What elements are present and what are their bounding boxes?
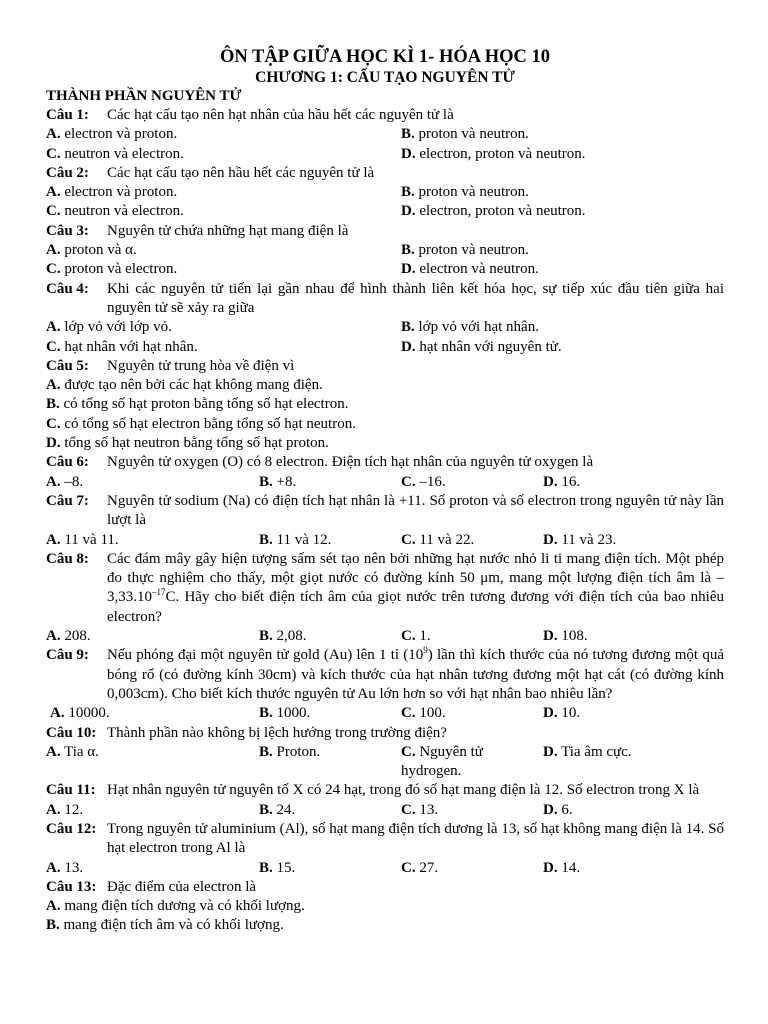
option-a: A. –8. — [46, 473, 84, 490]
question-6 — [46, 453, 724, 492]
option-a: A. electron và proton. — [46, 126, 178, 143]
option-c: C. hạt nhân với hạt nhân. — [46, 338, 198, 355]
question-5 — [46, 357, 724, 453]
exponent: –17 — [152, 587, 166, 598]
question-text: Hạt nhân nguyên tử nguyên tố X có 24 hạt, trong đó số hạt mang điện là 12. Số electron trong X là — [107, 782, 700, 799]
option-a: A. 13. — [46, 859, 84, 876]
option-b: B. 1000. — [259, 705, 311, 722]
chapter-subtitle: CHƯƠNG 1: CẤU TẠO NGUYÊN TỬ — [255, 69, 515, 86]
option-b: B. +8. — [259, 473, 297, 490]
option-c: C. 13. — [401, 801, 439, 818]
option-b: B. proton và neutron. — [401, 242, 529, 259]
option-d: D. 11 và 23. — [543, 531, 617, 548]
question-text: Nguyên tử chứa những hạt mang điện là — [107, 222, 349, 239]
option-b: B. 2,08. — [259, 628, 307, 645]
option-d: D. electron, proton và neutron. — [401, 203, 586, 220]
option-c: C. có tổng số hạt electron bằng tổng số hạt neutron. — [46, 415, 356, 432]
option-c: C. neutron và electron. — [46, 145, 184, 162]
option-d: D. tổng số hạt neutron bằng tổng số hạt proton. — [46, 435, 329, 452]
question-text: Các hạt cấu tạo nên hạt nhân của hầu hết các nguyên tử là — [107, 107, 454, 123]
question-4 — [46, 280, 724, 357]
option-c: C. 27. — [401, 859, 439, 876]
question-8 — [46, 550, 724, 646]
question-2 — [46, 164, 724, 222]
option-a: A. 10000. — [50, 705, 110, 722]
option-a: A. 208. — [46, 628, 91, 645]
question-text: Đặc điểm của electron là — [107, 878, 257, 895]
option-a: A. proton và α. — [46, 242, 137, 259]
option-a: A. mang điện tích dương và có khối lượng. — [46, 898, 305, 915]
option-d: D. 16. — [543, 473, 581, 490]
question-label: Câu 9: — [46, 647, 89, 664]
option-c: C. 1. — [401, 628, 431, 645]
option-b: B. Proton. — [259, 743, 321, 760]
option-d: D. 10. — [543, 705, 581, 722]
question-12 — [46, 820, 724, 878]
question-label: Câu 6: — [46, 454, 89, 471]
question-text: Các đám mây gây hiện tượng sấm sét tạo nên bởi những hạt nước nhỏ li ti mang điện tích. Một phép đo thực nghiệm cho thấy, một giọt nước có đường kính 50 μm, mang một lượng điện tích âm là $-3,33.10^{-17}C$. Hãy cho biết điện tích âm của giọt nước trên tương đương với điện tích của bao nhiêu electron? — [107, 550, 724, 625]
option-c: C. 100. — [401, 705, 446, 722]
option-d: D. 14. — [543, 859, 581, 876]
option-d: D. 6. — [543, 801, 573, 818]
option-a: A. 11 và 11. — [46, 531, 119, 548]
option-c: C. neutron và electron. — [46, 203, 184, 220]
option-d: D. hạt nhân với nguyên tử. — [401, 338, 562, 355]
question-label: Câu 8: — [46, 550, 89, 567]
option-b: B. 15. — [259, 859, 296, 876]
question-text: Nguyên tử trung hòa về điện vì — [107, 357, 295, 374]
question-9 — [46, 646, 724, 723]
question-label: Câu 5: — [46, 357, 89, 374]
question-text: Khi các nguyên tử tiến lại gần nhau để hình thành liên kết hóa học, sự tiếp xúc đầu tiên giữa hai nguyên tử sẽ xảy ra giữa — [107, 280, 724, 316]
option-a: A. được tạo nên bởi các hạt không mang điện. — [46, 377, 323, 394]
question-text: Trong nguyên tử aluminium (Al), số hạt mang điện tích dương là 13, số hạt không mang điện là 14. Số hạt electron trong Al là — [107, 820, 724, 857]
question-10 — [46, 724, 724, 782]
question-label: Câu 3: — [46, 222, 89, 239]
page-title: ÔN TẬP GIỮA HỌC KÌ 1- HÓA HỌC 10 — [220, 47, 550, 67]
question-label: Câu 10: — [46, 724, 97, 741]
option-b: B. lớp vỏ với hạt nhân. — [401, 319, 539, 336]
option-b: B. có tổng số hạt proton bằng tổng số hạt electron. — [46, 396, 349, 413]
question-text: Nguyên tử oxygen (O) có 8 electron. Điện tích hạt nhân của nguyên tử oxygen là — [107, 454, 594, 471]
question-13 — [46, 878, 724, 936]
question-label: Câu 4: — [46, 280, 89, 297]
question-11 — [46, 781, 724, 820]
question-label: Câu 11: — [46, 782, 96, 799]
question-label: Câu 7: — [46, 492, 89, 509]
section-heading: THÀNH PHẦN NGUYÊN TỬ — [46, 88, 242, 104]
option-c: C. Nguyên tử hydrogen. — [401, 743, 483, 780]
option-b: B. proton và neutron. — [401, 126, 529, 143]
document-page — [46, 46, 724, 936]
question-text: Nếu phóng đại một nguyên tử gold (Au) lên 1 tỉ $(10^9)$ lần thì kích thước của nó tương đương một quả bóng rổ (có đường kính 30cm) và kích thước của hạt nhân tương đương một hạt cát (có đường kính 0,003cm). Cho biết kích thước nguyên tử Au lớn hơn so với hạt nhân bao nhiêu lần? — [107, 645, 724, 702]
question-label: Câu 2: — [46, 164, 89, 181]
option-c: C. –16. — [401, 473, 446, 490]
question-label: Câu 12: — [46, 820, 97, 837]
option-b: B. 11 và 12. — [259, 531, 332, 548]
option-d: D. electron và neutron. — [401, 261, 539, 278]
option-a: A. 12. — [46, 801, 84, 818]
question-label: Câu 1: — [46, 107, 89, 123]
question-3 — [46, 222, 724, 280]
option-a: A. Tia α. — [46, 743, 99, 760]
question-label: Câu 13: — [46, 878, 97, 895]
question-7 — [46, 492, 724, 550]
option-a: A. lớp vỏ với lớp vỏ. — [46, 319, 172, 336]
option-d: D. Tia âm cực. — [543, 743, 632, 760]
question-text: Nguyên tử sodium (Na) có điện tích hạt nhân là +11. Số proton và số electron trong nguyên tử này lần lượt là — [107, 492, 724, 529]
option-c: C. 11 và 22. — [401, 531, 475, 548]
option-d: D. electron, proton và neutron. — [401, 145, 586, 162]
question-1 — [46, 106, 724, 164]
question-text: Các hạt cấu tạo nên hầu hết các nguyên tử là — [107, 164, 375, 181]
question-text: Thành phần nào không bị lệch hướng trong trường điện? — [107, 724, 447, 741]
option-b: B. 24. — [259, 801, 296, 818]
option-a: A. electron và proton. — [46, 184, 178, 201]
exponent: 9 — [423, 645, 428, 656]
option-b: B. proton và neutron. — [401, 184, 529, 201]
option-d: D. 108. — [543, 628, 588, 645]
option-b: B. mang điện tích âm và có khối lượng. — [46, 917, 284, 934]
option-c: C. proton và electron. — [46, 261, 178, 278]
